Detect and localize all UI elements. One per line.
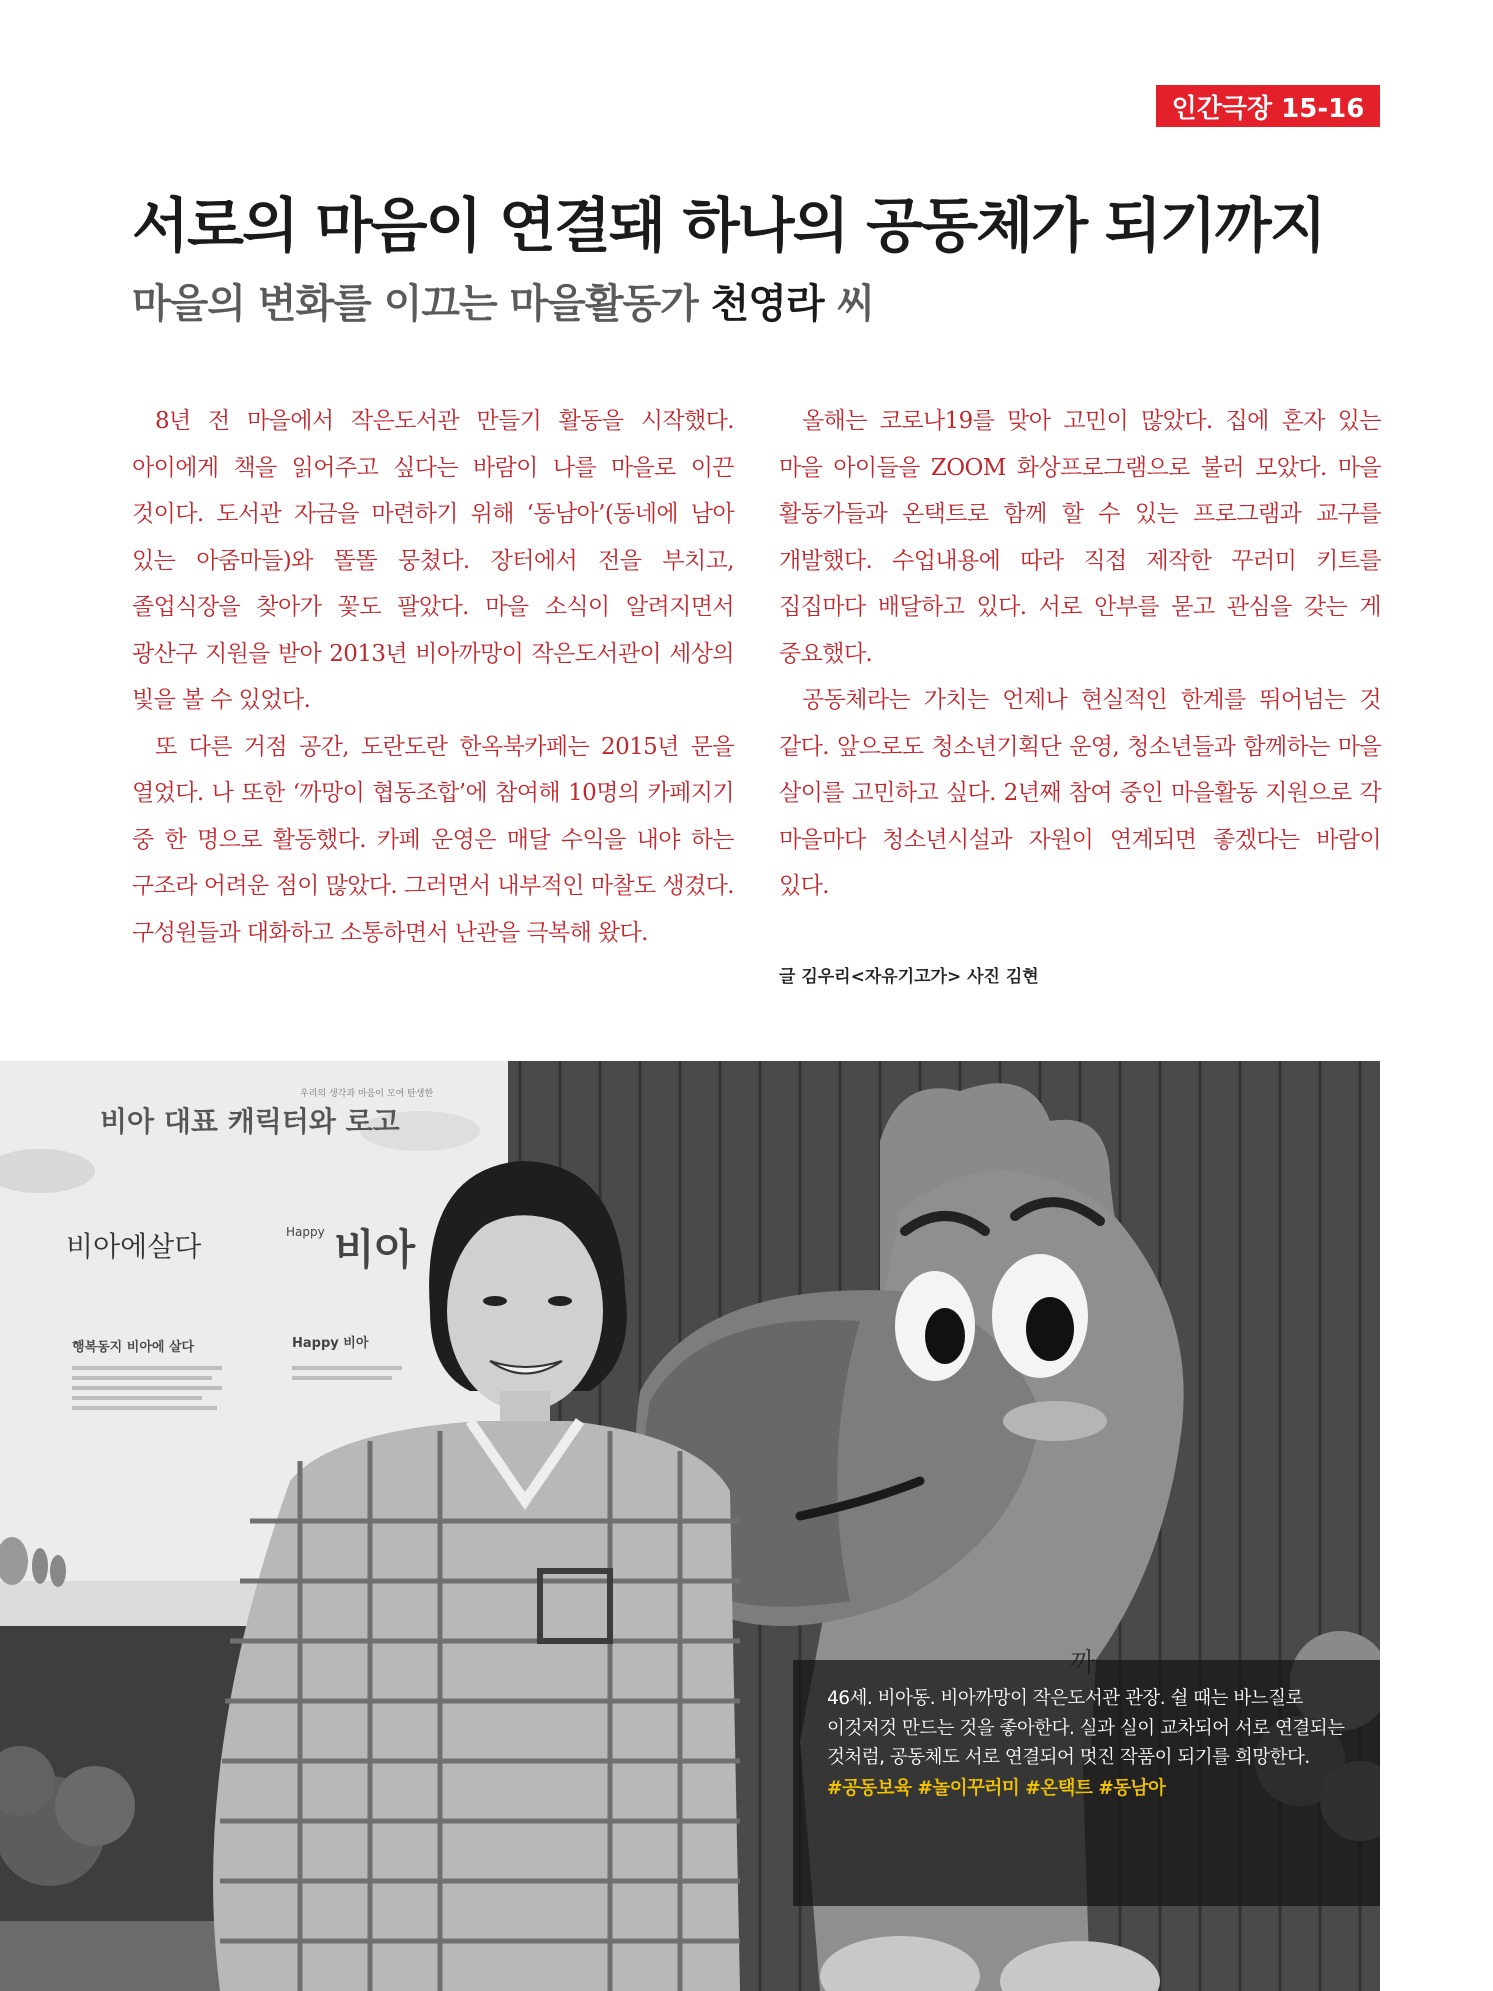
photo-caption-box: [793, 1660, 1380, 1906]
body-paragraph: 올해는 코로나19를 맞아 고민이 많았다. 집에 혼자 있는 마을 아이들을 ZOOM 화상프로그램으로 불러 모았다. 마을 활동가들과 온택트로 함께 할 수 있는 프로그램과 교구를 개발했다. 수업내용에 따라 직접 제작한 꾸러미 키트를 집집마다 배달하고 있다. 서로 안부를 묻고 관심을 갖는 게 중요했다.: [779, 408, 1381, 667]
body-paragraph: 또 다른 거점 공간, 도란도란 한옥북카페는 2015년 문을 열었다. 나 또한 ‘까망이 협동조합’에 참여해 10명의 카페지기 중 한 명으로 활동했다. 카페 운영은 매달 수익을 내야 하는 구조라 어려운 점이 많았다. 그러면서 내부적인 마찰도 생겼다. 구성원들과 대화하고 소통하면서 난관을 극복해 왔다.: [132, 733, 734, 946]
sign-title: 비아 대표 캐릭터와 로고: [100, 1105, 400, 1138]
logo-right-prefix: Happy: [286, 1225, 325, 1239]
logo-left: 비아에살다: [66, 1230, 202, 1263]
label-right: Happy 비아: [292, 1336, 369, 1351]
body-paragraph: 공동체라는 가치는 언제나 현실적인 한계를 뛰어넘는 것 같다. 앞으로도 청소년기획단 운영, 청소년들과 함께하는 마을 살이를 고민하고 싶다. 2년째 참여 중인 마을활동 지원으로 각 마을마다 청소년시설과 자원이 연계되면 좋겠다는 바람이 있다.: [779, 687, 1381, 899]
article-subhead: [132, 272, 874, 329]
subhead-prefix: 마을의 변화를 이끄는 마을활동가: [132, 281, 711, 327]
logo-right: 비아: [334, 1225, 416, 1274]
section-tag: 인간극장 15-16: [1156, 85, 1380, 127]
caption-text: 46세. 비아동. 비아까망이 작은도서관 관장. 쉴 때는 바느질로 이것저것 만드는 것을 좋아한다. 실과 실이 교차되어 서로 연결되는 것처럼, 공동체도 서로 연결되어 멋진 작품이 되기를 희망한다.: [827, 1688, 1345, 1768]
article-headline: 서로의 마음이 연결돼 하나의 공동체가 되기까지: [132, 191, 1325, 260]
body-column-right: [779, 398, 1381, 910]
subject-name: 천영라: [710, 281, 824, 327]
body-paragraph: 8년 전 마을에서 작은도서관 만들기 활동을 시작했다. 아이에게 책을 읽어주고 싶다는 바람이 나를 마을로 이끈 것이다. 도서관 자금을 마련하기 위해 ‘동남아’(동네에 남아 있는 아줌마들)와 똘똘 뭉쳤다. 장터에서 전을 부치고, 졸업식장을 찾아가 꽃도 팔았다. 마을 소식이 알려지면서 광산구 지원을 받아 2013년 비아까망이 작은도서관이 세상의 빛을 볼 수 있었다.: [132, 408, 734, 713]
label-left: 행복동지 비아에 살다: [72, 1340, 195, 1355]
body-column-left: [132, 398, 734, 956]
byline-credit: 글 김우리<자유기고가> 사진 김현: [779, 967, 1039, 987]
caption-hashtags: #공동보육 #놀이꾸러미 #온택트 #동남아: [827, 1777, 1166, 1799]
subhead-suffix: 씨: [823, 281, 875, 327]
sign-small-text: 우리의 생각과 마음이 모여 탄생한: [300, 1089, 434, 1099]
